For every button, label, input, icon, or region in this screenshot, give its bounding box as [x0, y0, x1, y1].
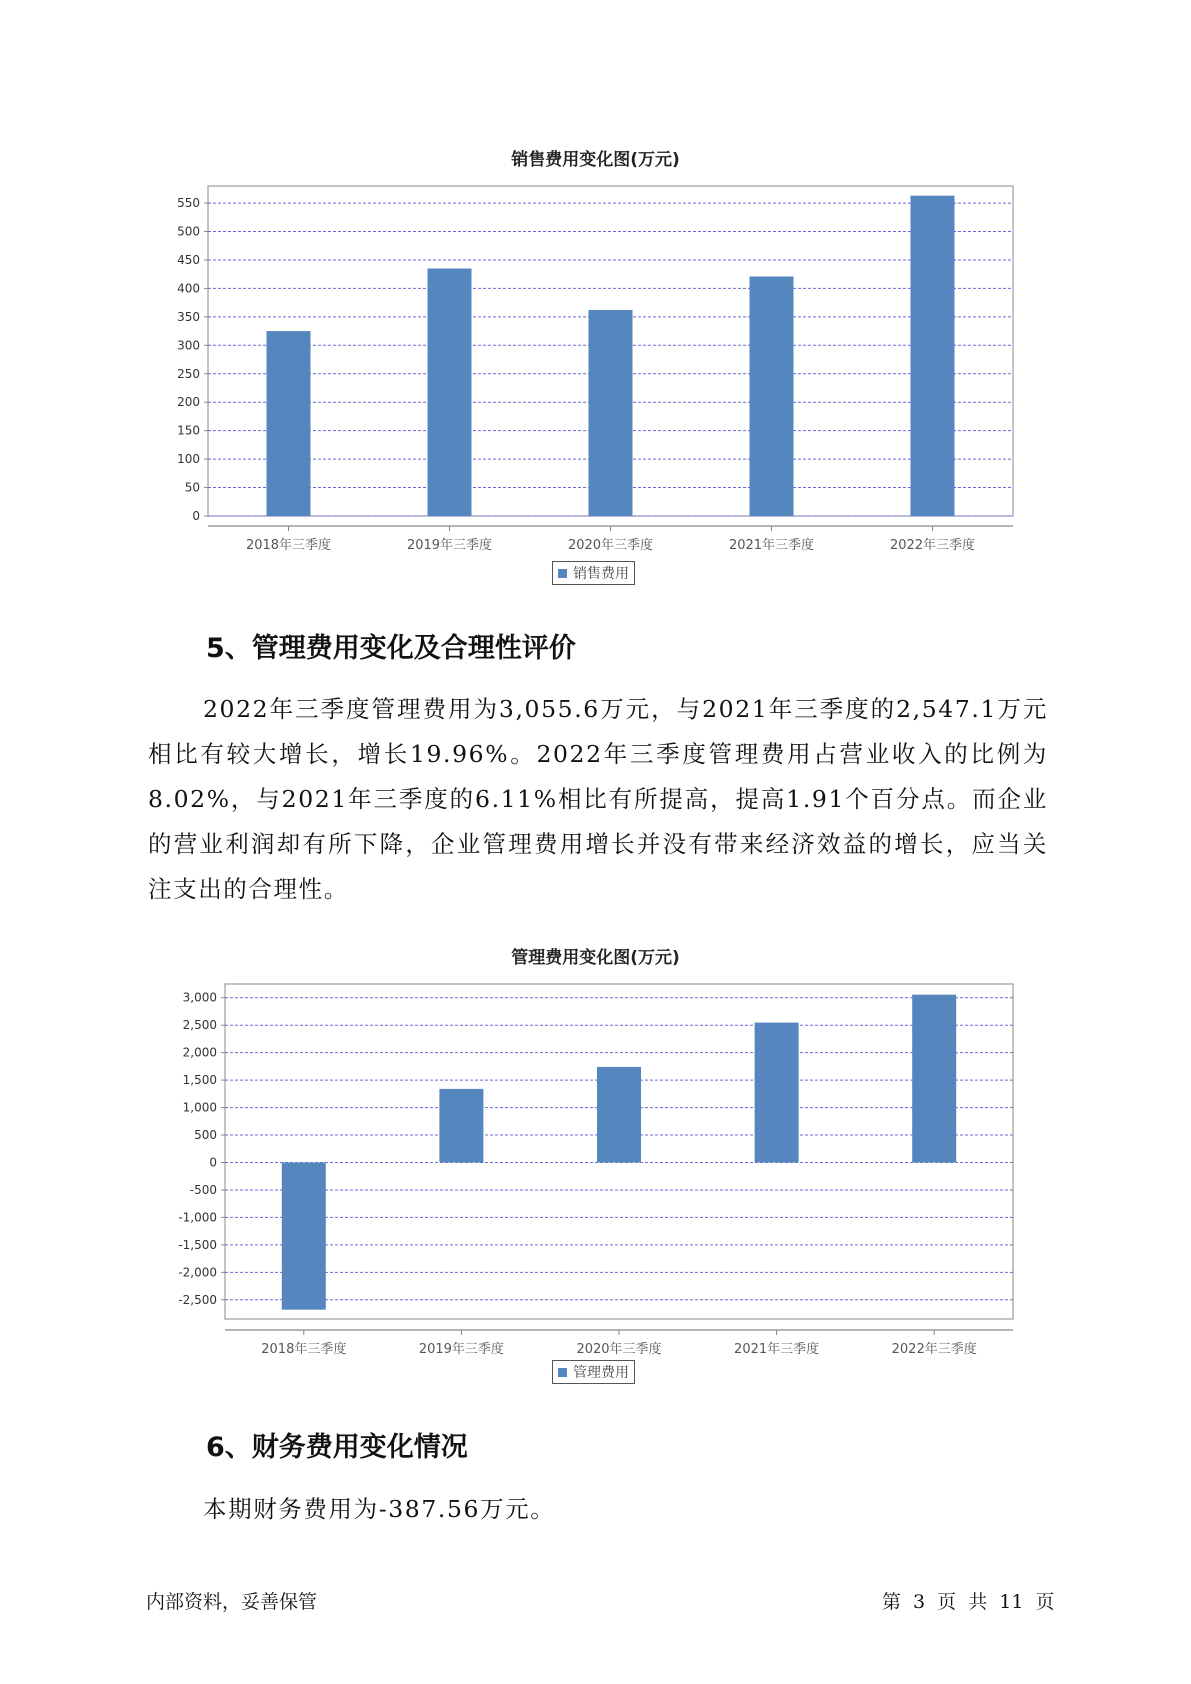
- footer-confidential-note: 内部资料，妥善保管: [146, 1591, 318, 1613]
- y-tick-label: -1,500: [178, 1237, 217, 1252]
- chart2-legend-label: 管理费用: [573, 1365, 629, 1381]
- bar: [439, 1089, 483, 1163]
- x-tick-label: 2020年三季度: [567, 538, 654, 553]
- x-tick-label: 2019年三季度: [418, 1342, 504, 1357]
- y-tick-label: 300: [177, 338, 200, 353]
- x-tick-label: 2018年三季度: [245, 538, 332, 553]
- bar: [597, 1067, 641, 1163]
- y-tick-label: -500: [189, 1182, 217, 1197]
- section6-heading: 6、财务费用变化情况: [206, 1432, 468, 1463]
- chart2-title: 管理费用变化图(万元): [511, 948, 680, 968]
- bar: [267, 331, 311, 516]
- y-tick-label: 50: [184, 480, 200, 495]
- y-tick-label: 450: [177, 252, 200, 267]
- y-tick-label: 2,000: [182, 1045, 217, 1060]
- y-tick-label: -2,000: [178, 1265, 217, 1280]
- bar: [428, 269, 472, 517]
- section5-heading: 5、管理费用变化及合理性评价: [206, 633, 576, 664]
- y-tick-label: 350: [177, 309, 200, 324]
- bar: [755, 1023, 799, 1163]
- x-tick-label: 2018年三季度: [261, 1342, 347, 1357]
- chart1-legend-label: 销售费用: [573, 566, 629, 582]
- y-tick-label: 100: [177, 452, 200, 467]
- x-tick-label: 2019年三季度: [406, 538, 493, 553]
- legend-swatch-icon: [558, 569, 567, 578]
- x-tick-label: 2022年三季度: [891, 1342, 977, 1357]
- y-tick-label: 400: [177, 281, 200, 296]
- y-tick-label: 3,000: [182, 990, 217, 1005]
- y-tick-label: -1,000: [178, 1210, 217, 1225]
- y-tick-label: 0: [192, 509, 200, 523]
- y-tick-label: 1,000: [182, 1100, 217, 1115]
- y-tick-label: 500: [194, 1128, 217, 1143]
- section5-paragraph: 2022年三季度管理费用为3,055.6万元，与2021年三季度的2,547.1万元相比有较大增长，增长19.96%。2022年三季度管理费用占营业收入的比例为8.02%，与2021年三季度的6.11%相比有所提高，提高1.91个百分点。而企业的营业利润却有所下降，企业管理费用增长并没有带来经济效益的增长，应当关注支出的合理性。: [148, 695, 1048, 903]
- y-tick-label: 550: [177, 196, 200, 211]
- x-tick-label: 2020年三季度: [576, 1342, 662, 1357]
- y-tick-label: 1,500: [182, 1073, 217, 1088]
- y-tick-label: -2,500: [178, 1292, 217, 1307]
- section6-paragraph: 本期财务费用为-387.56万元。: [203, 1495, 556, 1523]
- y-tick-label: 200: [177, 395, 200, 410]
- admin-expense-chart: [0, 970, 1191, 1365]
- chart1-legend: [552, 561, 635, 585]
- y-tick-label: 150: [177, 423, 200, 438]
- chart1-title: 销售费用变化图(万元): [511, 150, 680, 170]
- sales-expense-chart: [0, 170, 1191, 565]
- x-tick-label: 2021年三季度: [728, 538, 815, 553]
- x-tick-label: 2022年三季度: [889, 538, 976, 553]
- bar: [912, 995, 956, 1163]
- chart2-legend: [552, 1360, 635, 1384]
- bar: [911, 196, 955, 516]
- y-tick-label: 250: [177, 366, 200, 381]
- x-tick-label: 2021年三季度: [734, 1342, 820, 1357]
- bar: [282, 1162, 326, 1309]
- footer-page-number: 第 3 页 共 11 页: [882, 1591, 1055, 1613]
- bar: [589, 310, 633, 516]
- y-tick-label: 0: [209, 1155, 217, 1170]
- y-tick-label: 500: [177, 224, 200, 239]
- bar: [750, 276, 794, 516]
- legend-swatch-icon: [558, 1368, 567, 1377]
- y-tick-label: 2,500: [182, 1018, 217, 1033]
